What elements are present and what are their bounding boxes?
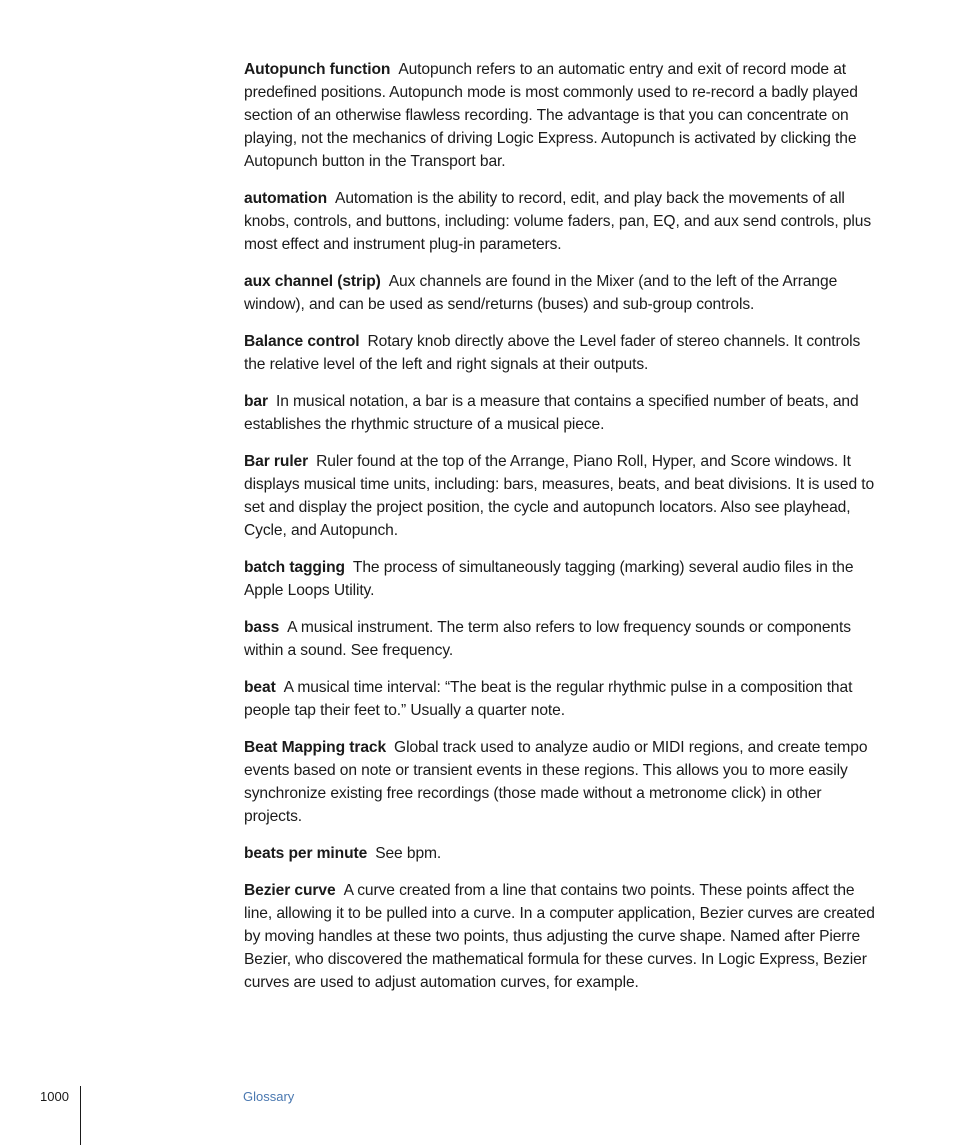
glossary-entry-batch-tagging: [244, 556, 876, 602]
page-number: 1000: [40, 1089, 69, 1104]
glossary-definition: A musical time interval: “The beat is the regular rhythmic pulse in a composition that people tap their feet to.” Usually a quarter note.: [244, 679, 853, 719]
glossary-entry-beat-mapping-track: [244, 736, 876, 828]
glossary-entry-beat: [244, 676, 876, 722]
glossary-definition: Ruler found at the top of the Arrange, Piano Roll, Hyper, and Score windows. It displays musical time units, including: bars, measures, beats, and beat divisions. It is used to set and display the project position, the cycle and autopunch locators. Also see playhead, Cycle, and Autopunch.: [244, 453, 875, 539]
glossary-content: [244, 58, 876, 1008]
glossary-definition: Automation is the ability to record, edit, and play back the movements of all knobs, controls, and buttons, including: volume faders, pan, EQ, and aux send controls, plus most effect and instrument plug-in parameters.: [244, 190, 872, 253]
glossary-term: beat: [244, 679, 276, 696]
glossary-term: Bar ruler: [244, 453, 309, 470]
glossary-term: Autopunch function: [244, 61, 391, 78]
glossary-definition: In musical notation, a bar is a measure that contains a specified number of beats, and establishes the rhythmic structure of a musical piece.: [244, 393, 859, 433]
footer-section-name: Glossary: [243, 1089, 295, 1104]
glossary-term: Bezier curve: [244, 882, 336, 899]
glossary-definition: Autopunch refers to an automatic entry and exit of record mode at predefined positions. Autopunch mode is most commonly used to re-record a badly played section of an otherwise flawless recording. The advantage is that you can concentrate on playing, not the mechanics of driving Logic Express. Autopunch is activated by clicking the Autopunch button in the Transport bar.: [244, 61, 858, 170]
glossary-entry-automation: [244, 187, 876, 256]
glossary-term: bar: [244, 393, 268, 410]
glossary-entry-autopunch-function: [244, 58, 876, 173]
glossary-entry-bar: [244, 390, 876, 436]
glossary-term: batch tagging: [244, 559, 345, 576]
glossary-entry-balance-control: [244, 330, 876, 376]
glossary-term: Balance control: [244, 333, 360, 350]
footer-divider: [80, 1086, 81, 1145]
glossary-term: beats per minute: [244, 845, 368, 862]
glossary-definition: A musical instrument. The term also refers to low frequency sounds or components within a sound. See frequency.: [244, 619, 851, 659]
glossary-term: automation: [244, 190, 328, 207]
glossary-term: Beat Mapping track: [244, 739, 387, 756]
glossary-entry-bar-ruler: [244, 450, 876, 542]
glossary-entry-beats-per-minute: [244, 842, 876, 865]
glossary-definition: Rotary knob directly above the Level fader of stereo channels. It controls the relative level of the left and right signals at their outputs.: [244, 333, 861, 373]
glossary-definition: The process of simultaneously tagging (marking) several audio files in the Apple Loops Utility.: [244, 559, 854, 599]
glossary-term: bass: [244, 619, 280, 636]
glossary-term: aux channel (strip): [244, 273, 381, 290]
glossary-definition: Aux channels are found in the Mixer (and to the left of the Arrange window), and can be used as send/returns (buses) and sub-group controls.: [244, 273, 838, 313]
glossary-entry-aux-channel: [244, 270, 876, 316]
glossary-definition: Global track used to analyze audio or MIDI regions, and create tempo events based on note or transient events in these regions. This allows you to more easily synchronize existing free recordings (those made without a metronome click) in other projects.: [244, 739, 868, 825]
glossary-definition: See bpm.: [375, 845, 442, 862]
glossary-entry-bezier-curve: [244, 879, 876, 994]
glossary-definition: A curve created from a line that contains two points. These points affect the line, allowing it to be pulled into a curve. In a computer application, Bezier curves are created by moving handles at these two points, thus adjusting the curve shape. Named after Pierre Bezier, who discovered the mathematical formula for these curves. In Logic Express, Bezier curves are used to adjust automation curves, for example.: [244, 882, 875, 991]
glossary-entry-bass: [244, 616, 876, 662]
